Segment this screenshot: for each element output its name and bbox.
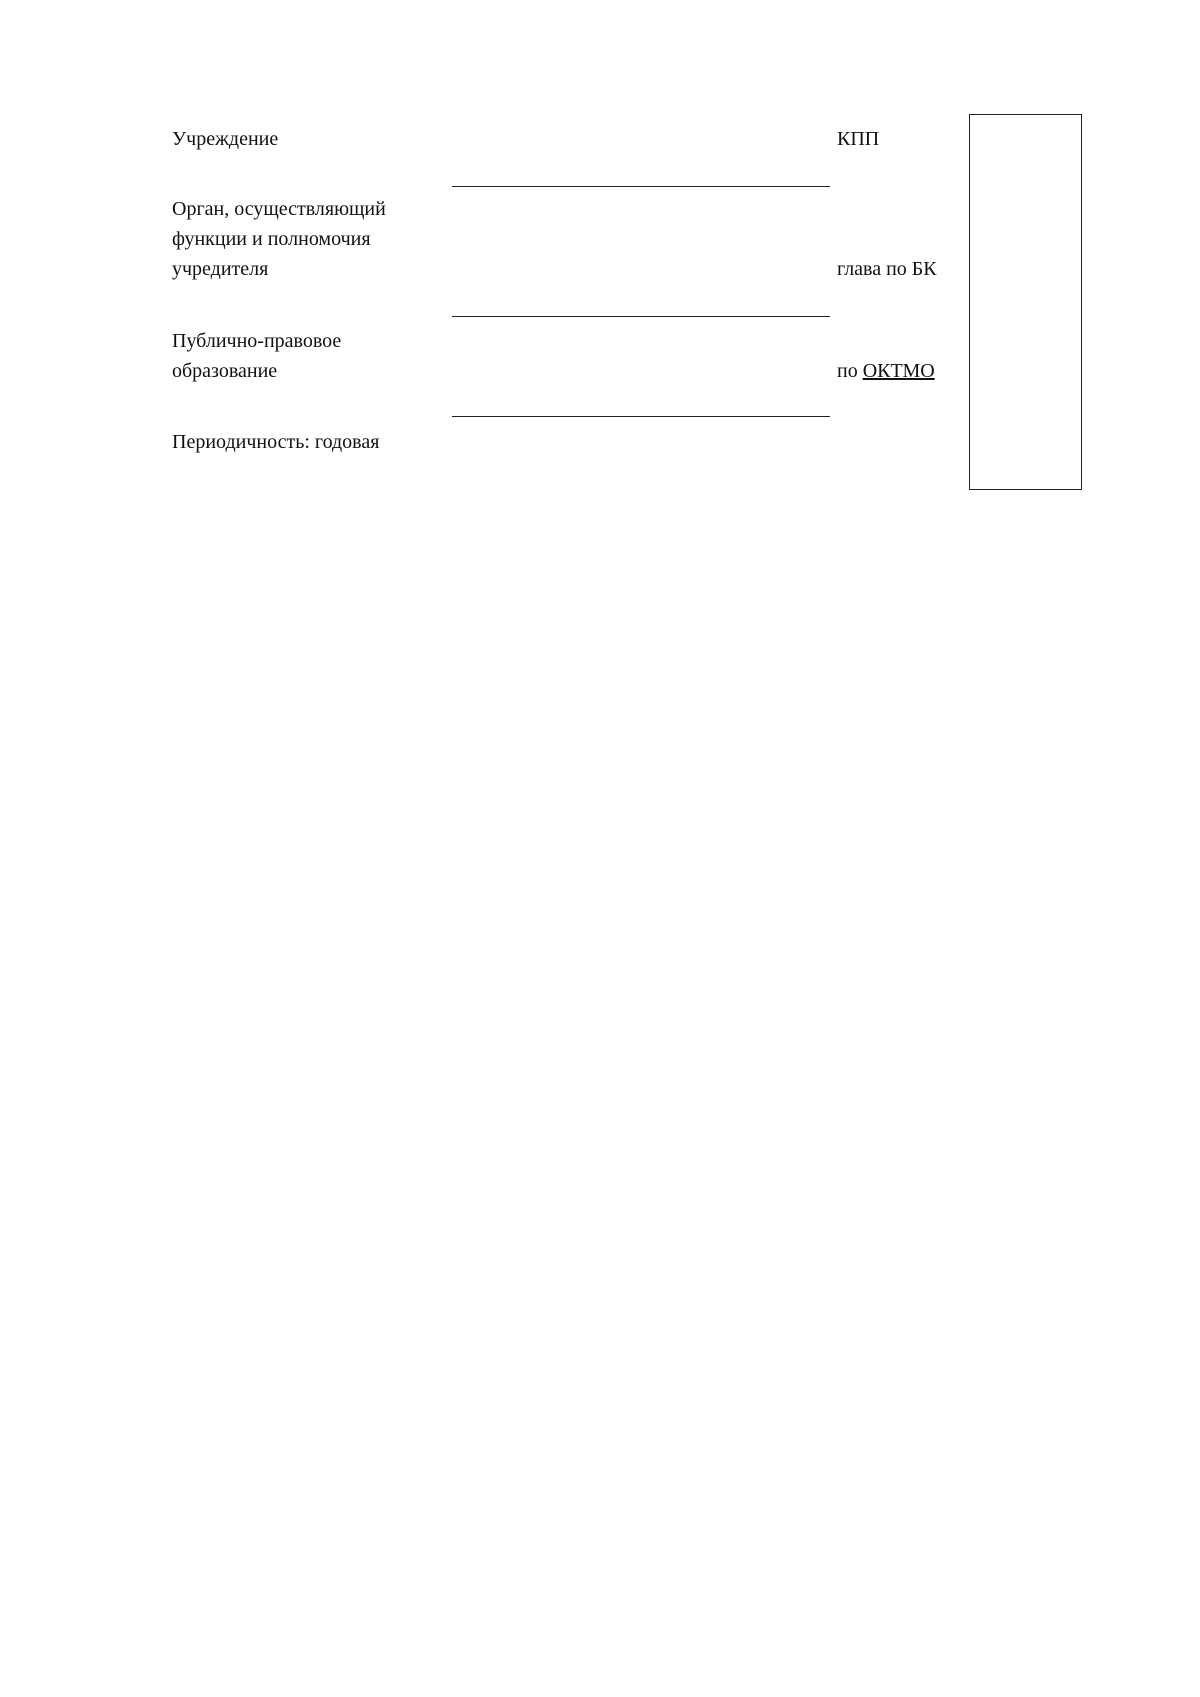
- public-entity-input-line[interactable]: [452, 416, 830, 417]
- periodicity-label: Периодичность: годовая: [172, 431, 380, 453]
- kpp-label: КПП: [837, 128, 880, 150]
- public-entity-label: Публично-правовое образование: [172, 330, 342, 382]
- oktmo-label: [837, 356, 967, 386]
- periodicity-code-cell[interactable]: [969, 417, 1082, 490]
- founder-body-label: Орган, осуществляющий функции и полномочия учредителя: [172, 198, 386, 280]
- founder-body-input-line[interactable]: [452, 316, 830, 317]
- budget-chapter-code-cell[interactable]: [969, 187, 1082, 318]
- institution-input-line[interactable]: [452, 186, 830, 187]
- oktmo-link[interactable]: ОКТМО: [862, 360, 935, 382]
- kpp-code-cell[interactable]: [969, 114, 1082, 188]
- oktmo-prefix: по: [837, 360, 863, 382]
- institution-label: Учреждение: [172, 128, 279, 150]
- budget-chapter-label: глава по БК: [837, 258, 937, 280]
- oktmo-code-cell[interactable]: [969, 317, 1082, 418]
